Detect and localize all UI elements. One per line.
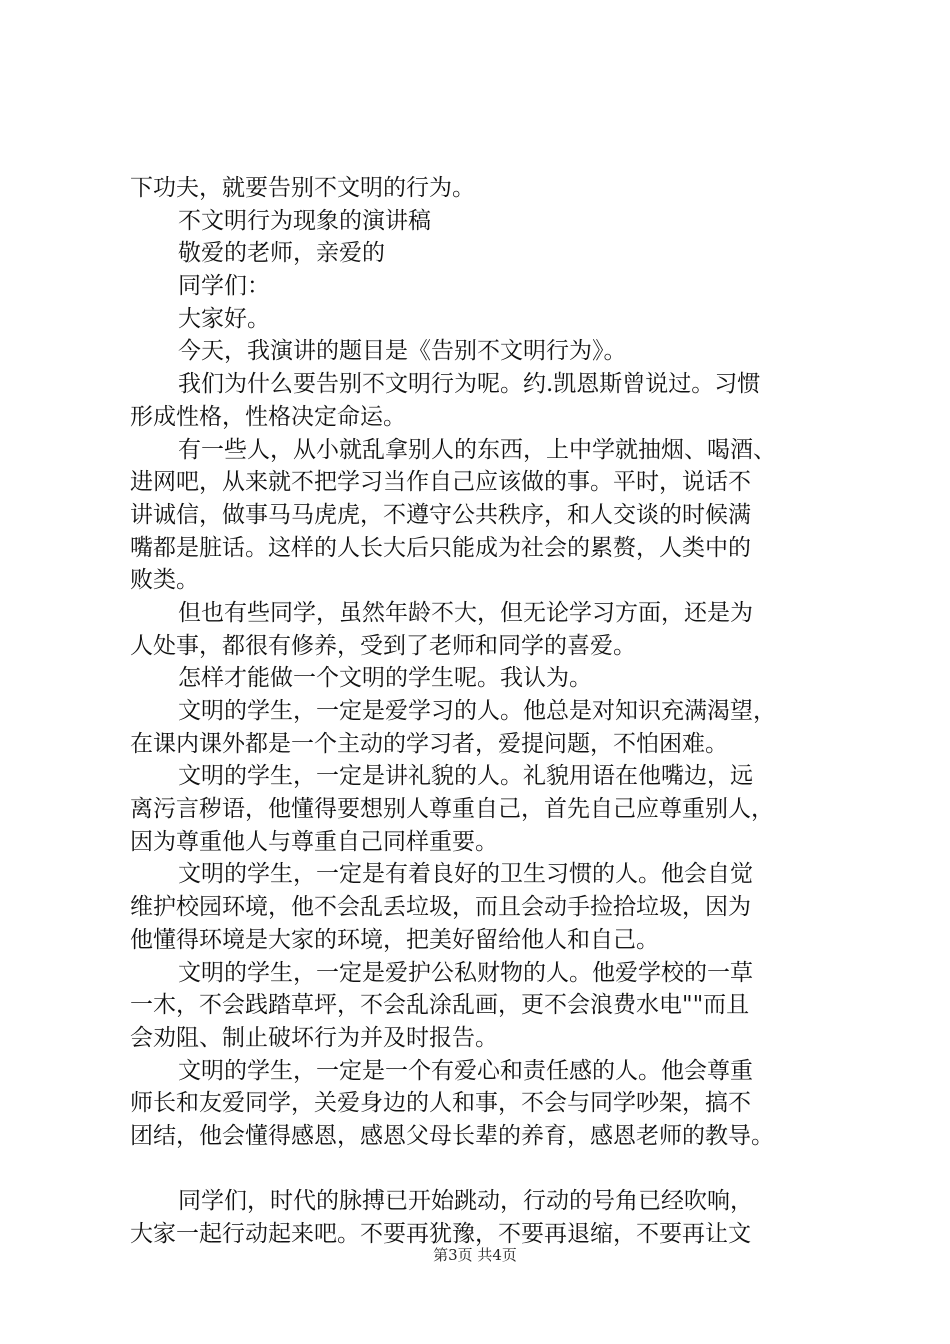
- text-line: 敬爱的老师，亲爱的: [178, 240, 385, 267]
- text-line: 因为尊重他人与尊重自己同样重要。: [130, 828, 498, 855]
- text-line: 大家一起行动起来吧。不要再犹豫，不要再退缩，不要再让文: [130, 1221, 751, 1247]
- text-line: 有一些人，从小就乱拿别人的东西，上中学就抽烟、喝酒、: [178, 436, 776, 463]
- text-line: 文明的学生，一定是有着良好的卫生习惯的人。他会自觉: [178, 861, 753, 888]
- text-line: 今天，我演讲的题目是《告别不文明行为》。: [178, 338, 627, 365]
- text-line: 进网吧，从来就不把学习当作自己应该做的事。平时，说话不: [130, 469, 751, 496]
- text-line: 怎样才能做一个文明的学生呢。我认为。: [178, 665, 592, 692]
- text-line: 一木，不会践踏草坪，不会乱涂乱画，更不会浪费水电""而且: [130, 992, 750, 1019]
- text-line: 离污言秽语，他懂得要想别人尊重自己，首先自己应尊重别人，: [130, 796, 774, 823]
- text-line: 文明的学生，一定是爱护公私财物的人。他爱学校的一草: [178, 959, 753, 986]
- text-line: 下功夫，就要告别不文明的行为。: [130, 175, 475, 201]
- text-line: 师长和友爱同学，关爱身边的人和事，不会与同学吵架，搞不: [130, 1090, 751, 1117]
- text-line: 败类。: [130, 567, 199, 594]
- text-line: 文明的学生，一定是爱学习的人。他总是对知识充满渴望，: [178, 698, 776, 724]
- text-line: 同学们，时代的脉搏已开始跳动，行动的号角已经吹响，: [178, 1188, 753, 1215]
- text-line: 人处事，都很有修养，受到了老师和同学的喜爱。: [130, 632, 636, 659]
- page-number-footer: 第3页 共4页: [433, 1246, 517, 1264]
- text-line: 但也有些同学，虽然年龄不大，但无论学习方面，还是为: [178, 599, 753, 626]
- text-line: 嘴都是脏话。这样的人长大后只能成为社会的累赘，人类中的: [130, 534, 751, 561]
- blank-line: [130, 1153, 840, 1186]
- text-line: 团结，他会懂得感恩，感恩父母长辈的养育，感恩老师的教导。: [130, 1122, 774, 1149]
- text-line: 形成性格，性格决定命运。: [130, 403, 406, 430]
- text-line: 不文明行为现象的演讲稿: [178, 207, 431, 234]
- text-line: 同学们：: [178, 273, 270, 300]
- text-line: 维护校园环境，他不会乱丢垃圾，而且会动手捡拾垃圾，因为: [130, 894, 751, 921]
- text-line: 他懂得环境是大家的环境，把美好留给他人和自己。: [130, 926, 659, 953]
- text-line: 我们为什么要告别不文明行为呢。约.凯恩斯曾说过。习惯: [178, 371, 761, 398]
- text-line: 讲诚信，做事马马虎虎，不遵守公共秩序，和人交谈的时候满: [130, 501, 751, 528]
- document-body: [130, 172, 840, 1251]
- text-line: 会劝阻、制止破坏行为并及时报告。: [130, 1024, 498, 1051]
- text-line: 文明的学生，一定是讲礼貌的人。礼貌用语在他嘴边，远: [178, 763, 753, 790]
- text-line: 文明的学生，一定是一个有爱心和责任感的人。他会尊重: [178, 1057, 753, 1084]
- text-line: 在课内课外都是一个主动的学习者，爱提问题，不怕困难。: [130, 730, 728, 757]
- text-line: 大家好。: [178, 305, 270, 332]
